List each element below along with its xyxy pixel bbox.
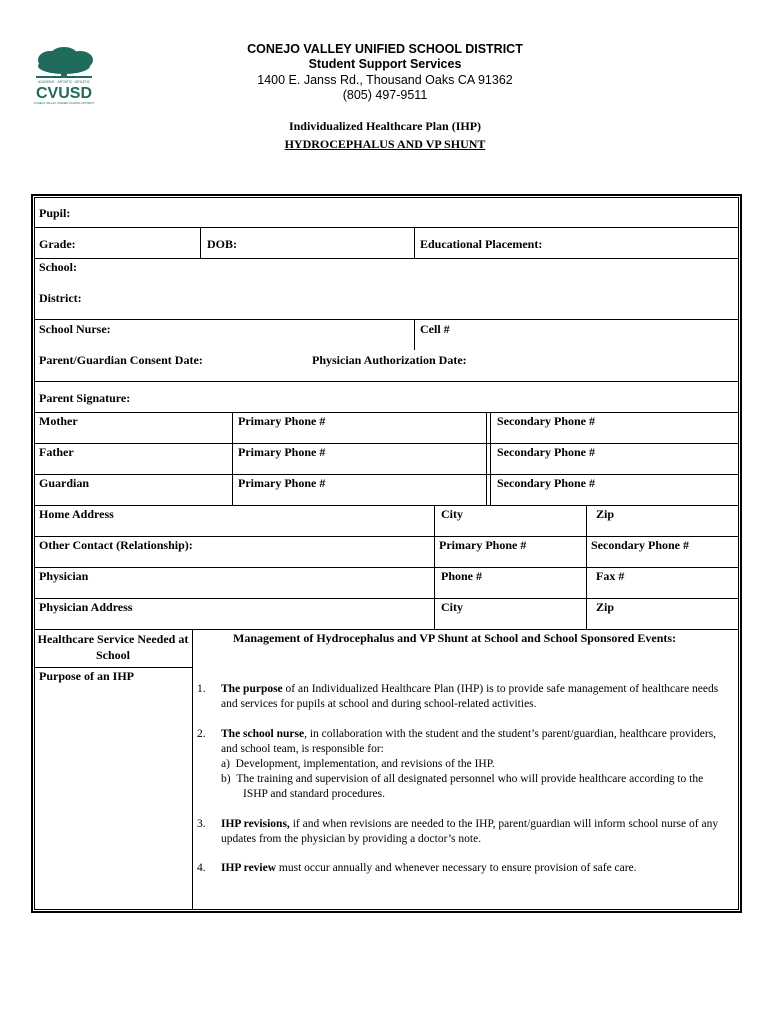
document-subtitle: HYDROCEPHALUS AND VP SHUNT <box>284 137 486 151</box>
item-number: 4. <box>197 862 206 874</box>
mother-primary-phone-label: Primary Phone # <box>238 414 326 428</box>
school-label: School: <box>39 260 78 274</box>
parent-signature-label: Parent Signature: <box>39 391 131 405</box>
home-city-label: City <box>441 507 463 521</box>
father-primary-phone-label: Primary Phone # <box>238 445 326 459</box>
other-contact-secondary-phone-label: Secondary Phone # <box>591 538 690 552</box>
item-bold: IHP revisions, <box>221 818 290 830</box>
guardian-primary-phone-label: Primary Phone # <box>238 476 326 490</box>
item-text: of an Individualized Healthcare Plan (IHP) is to provide safe management of healthcare needs and services for pupils at school and during school-related activities. <box>221 683 719 710</box>
document-title: Individualized Healthcare Plan (IHP) <box>288 119 482 133</box>
pupil-label: Pupil: <box>39 206 71 220</box>
educational-placement-label: Educational Placement: <box>420 237 543 251</box>
item-text: if and when revisions are needed to the IHP, parent/guardian will inform school nurse of any updates from the physician by providing a doctor’s note. <box>221 818 719 845</box>
mother-label: Mother <box>39 414 78 428</box>
cell-label: Cell # <box>420 322 450 336</box>
guardian-label: Guardian <box>39 476 90 490</box>
sub-item-b: b) The training and supervision of all designated personnel who will provide healthcare according to the ISHP and standard procedures. <box>221 773 704 800</box>
physician-fax-label: Fax # <box>596 569 625 583</box>
sub-item-a: a) Development, implementation, and revisions of the IHP. <box>221 758 495 770</box>
logo-subtitle: CONEJO VALLEY UNIFIED SCHOOL DISTRICT <box>33 101 95 105</box>
home-address-label: Home Address <box>39 507 114 521</box>
physician-zip-label: Zip <box>596 600 615 614</box>
home-zip-label: Zip <box>596 507 615 521</box>
logo-text: CVUSD <box>35 85 93 102</box>
physician-phone-label: Phone # <box>441 569 483 583</box>
district-name: CONEJO VALLEY UNIFIED SCHOOL DISTRICT <box>247 42 523 56</box>
district-address: 1400 E. Janss Rd., Thousand Oaks CA 91362 <box>257 73 513 87</box>
item-bold: The school nurse <box>221 728 305 740</box>
item-number: 2. <box>197 728 206 740</box>
purpose-label: Purpose of an IHP <box>39 669 135 683</box>
consent-date-label: Parent/Guardian Consent Date: <box>39 353 203 367</box>
management-heading: Management of Hydrocephalus and VP Shunt at School and School Sponsored Events: <box>233 631 677 645</box>
item-text: , in collaboration with the student and the student’s parent/guardian, healthcare providers, and school team, is responsible for: <box>221 728 717 755</box>
item-number: 3. <box>197 818 206 830</box>
item-bold: IHP review <box>221 862 277 874</box>
other-contact-label: Other Contact (Relationship): <box>39 538 193 552</box>
father-label: Father <box>39 445 74 459</box>
district-label: District: <box>39 291 82 305</box>
logo-tagline: ACADEMIC · ARTISTIC · ATHLETIC <box>38 80 90 84</box>
mother-secondary-phone-label: Secondary Phone # <box>497 414 596 428</box>
physician-address-label: Physician Address <box>39 600 133 614</box>
father-secondary-phone-label: Secondary Phone # <box>497 445 596 459</box>
form-inner-border <box>34 197 739 910</box>
physician-authorization-label: Physician Authorization Date: <box>312 353 467 367</box>
item-text: must occur annually and whenever necessary to ensure provision of safe care. <box>276 862 637 874</box>
guardian-secondary-phone-label: Secondary Phone # <box>497 476 596 490</box>
item-number: 1. <box>197 683 206 695</box>
physician-label: Physician <box>39 569 89 583</box>
school-nurse-label: School Nurse: <box>39 322 111 336</box>
district-phone: (805) 497-9511 <box>342 88 428 102</box>
grade-label: Grade: <box>39 237 76 251</box>
healthcare-service-label: Healthcare Service Needed at School <box>37 632 189 662</box>
department-name: Student Support Services <box>308 57 462 71</box>
item-bold: The purpose <box>221 683 283 695</box>
physician-city-label: City <box>441 600 463 614</box>
other-contact-primary-phone-label: Primary Phone # <box>439 538 527 552</box>
dob-label: DOB: <box>207 237 237 251</box>
